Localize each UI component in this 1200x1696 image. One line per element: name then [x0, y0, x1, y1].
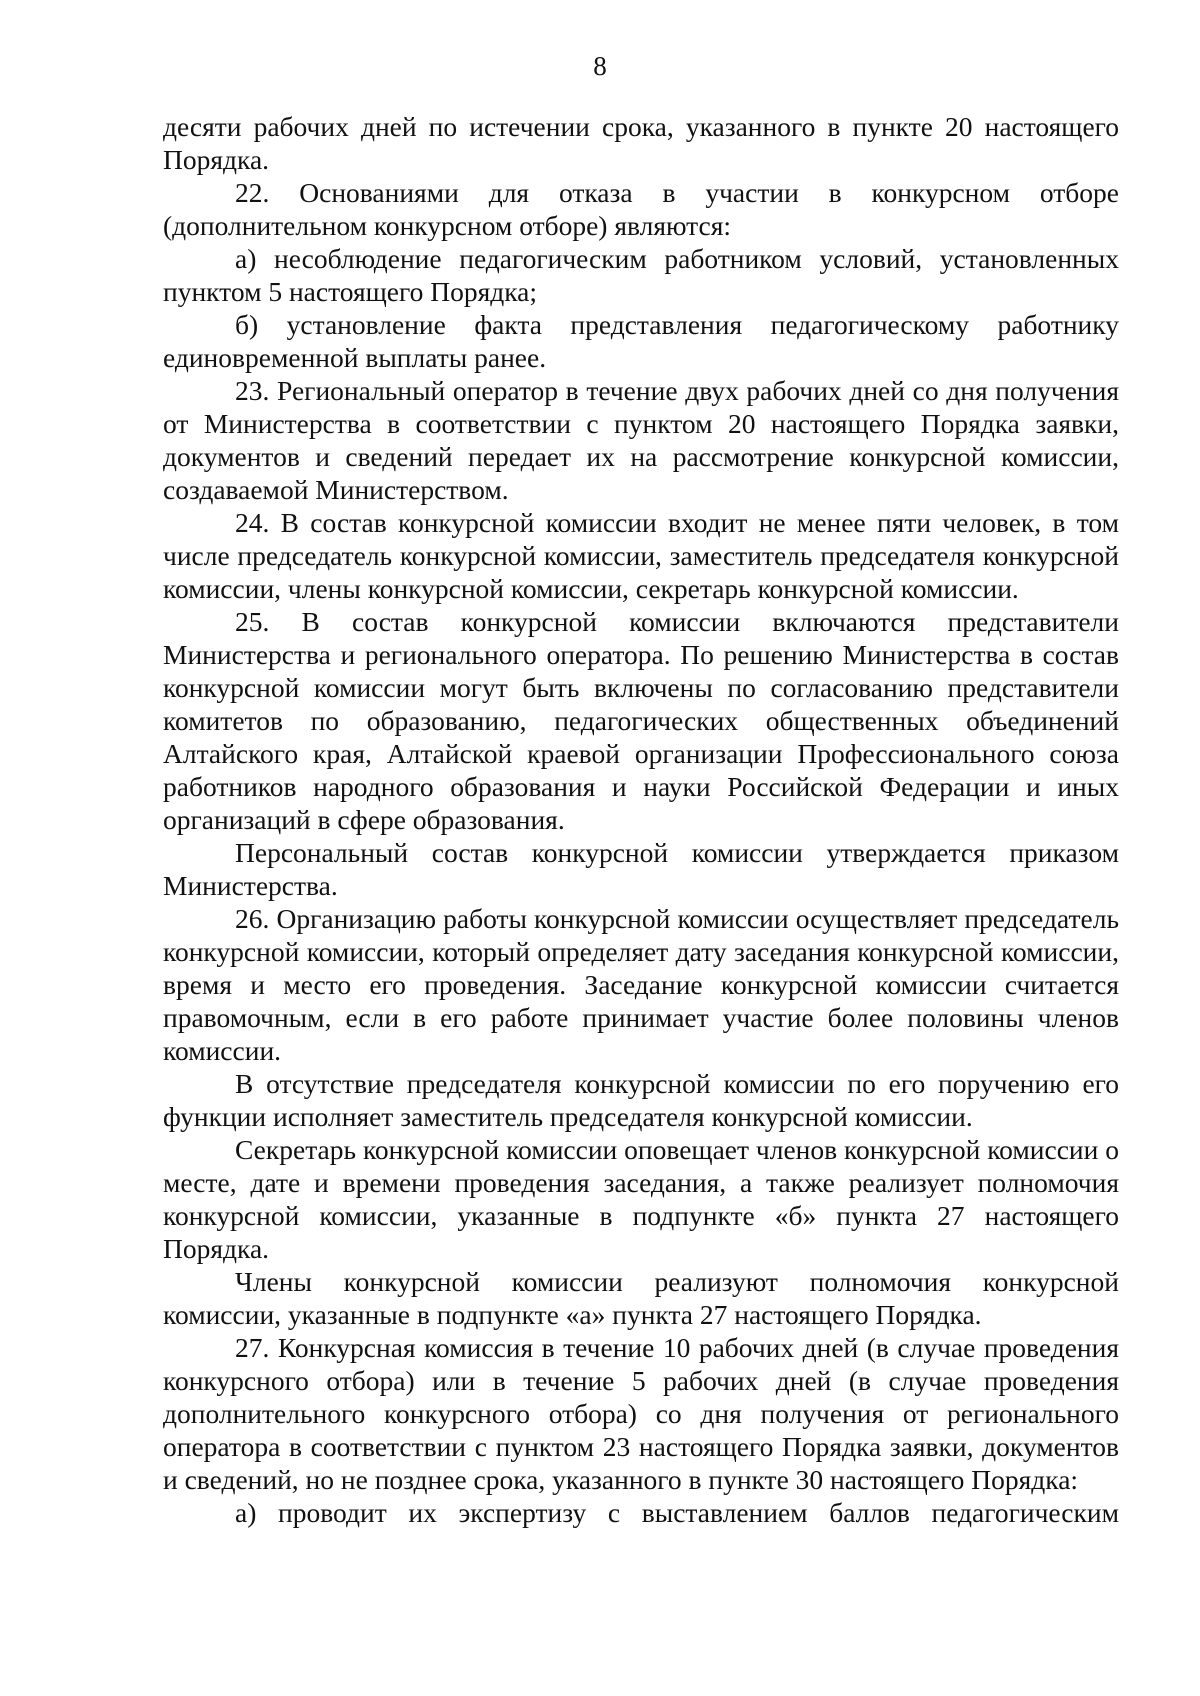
paragraph-27-a: а) проводит их экспертизу с выставлением баллов педагогическим	[235, 1497, 1119, 1528]
paragraph-continuation: десяти рабочих дней по истечении срока, указанного в пункте 20 настоящего Порядка.	[163, 111, 1119, 175]
paragraph-25-composition: Персональный состав конкурсной комиссии утверждается приказом Министерства.	[163, 837, 1119, 901]
paragraph-26-members: Члены конкурсной комиссии реализуют полномочия конкурсной комиссии, указанные в подпункте «а» пункта 27 настоящего Порядка.	[163, 1266, 1119, 1330]
paragraph-26: 26. Организацию работы конкурсной комиссии осуществляет председатель конкурсной комиссии, который определяет дату заседания конкурсной комиссии, время и место его проведения. Заседание конкурсной комиссии считается правомочным, если в его работе принимает участие более половины членов комиссии.	[163, 903, 1119, 1066]
paragraph-22-a: а) несоблюдение педагогическим работником условий, установленных пунктом 5 настоящего Порядка;	[163, 243, 1119, 307]
paragraph-27: 27. Конкурсная комиссия в течение 10 рабочих дней (в случае проведения конкурсного отбора) или в течение 5 рабочих дней (в случае проведения дополнительного конкурсного отбора) со дня получения от регионального оператора в соответствии с пунктом 23 настоящего Порядка заявки, документов и сведений, но не позднее срока, указанного в пункте 30 настоящего Порядка:	[163, 1332, 1119, 1495]
paragraph-22: 22. Основаниями для отказа в участии в конкурсном отборе (дополнительном конкурсном отборе) являются:	[163, 177, 1119, 241]
paragraph-23: 23. Региональный оператор в течение двух рабочих дней со дня получения от Министерства в соответствии с пунктом 20 настоящего Порядка заявки, документов и сведений передает их на рассмотрение конкурсной комиссии, создаваемой Министерством.	[163, 375, 1119, 505]
page-number: 8	[593, 51, 607, 81]
paragraph-26-secretary: Секретарь конкурсной комиссии оповещает членов конкурсной комиссии о месте, дате и времени проведения заседания, а также реализует полномочия конкурсной комиссии, указанные в подпункте «б» пункта 27 настоящего Порядка.	[163, 1134, 1119, 1264]
paragraph-26-deputy: В отсутствие председателя конкурсной комиссии по его поручению его функции исполняет заместитель председателя конкурсной комиссии.	[163, 1068, 1119, 1132]
paragraph-22-b: б) установление факта представления педагогическому работнику единовременной выплаты ранее.	[163, 309, 1119, 373]
paragraph-24: 24. В состав конкурсной комиссии входит не менее пяти человек, в том числе председатель конкурсной комиссии, заместитель председателя конкурсной комиссии, члены конкурсной комиссии, секретарь конкурсной комиссии.	[163, 507, 1119, 604]
paragraph-25: 25. В состав конкурсной комиссии включаются представители Министерства и регионального оператора. По решению Министерства в состав конкурсной комиссии могут быть включены по согласованию представители комитетов по образованию, педагогических общественных объединений Алтайского края, Алтайской краевой организации Профессионального союза работников народного образования и науки Российской Федерации и иных организаций в сфере образования.	[163, 606, 1119, 835]
document-body	[163, 110, 1119, 1529]
